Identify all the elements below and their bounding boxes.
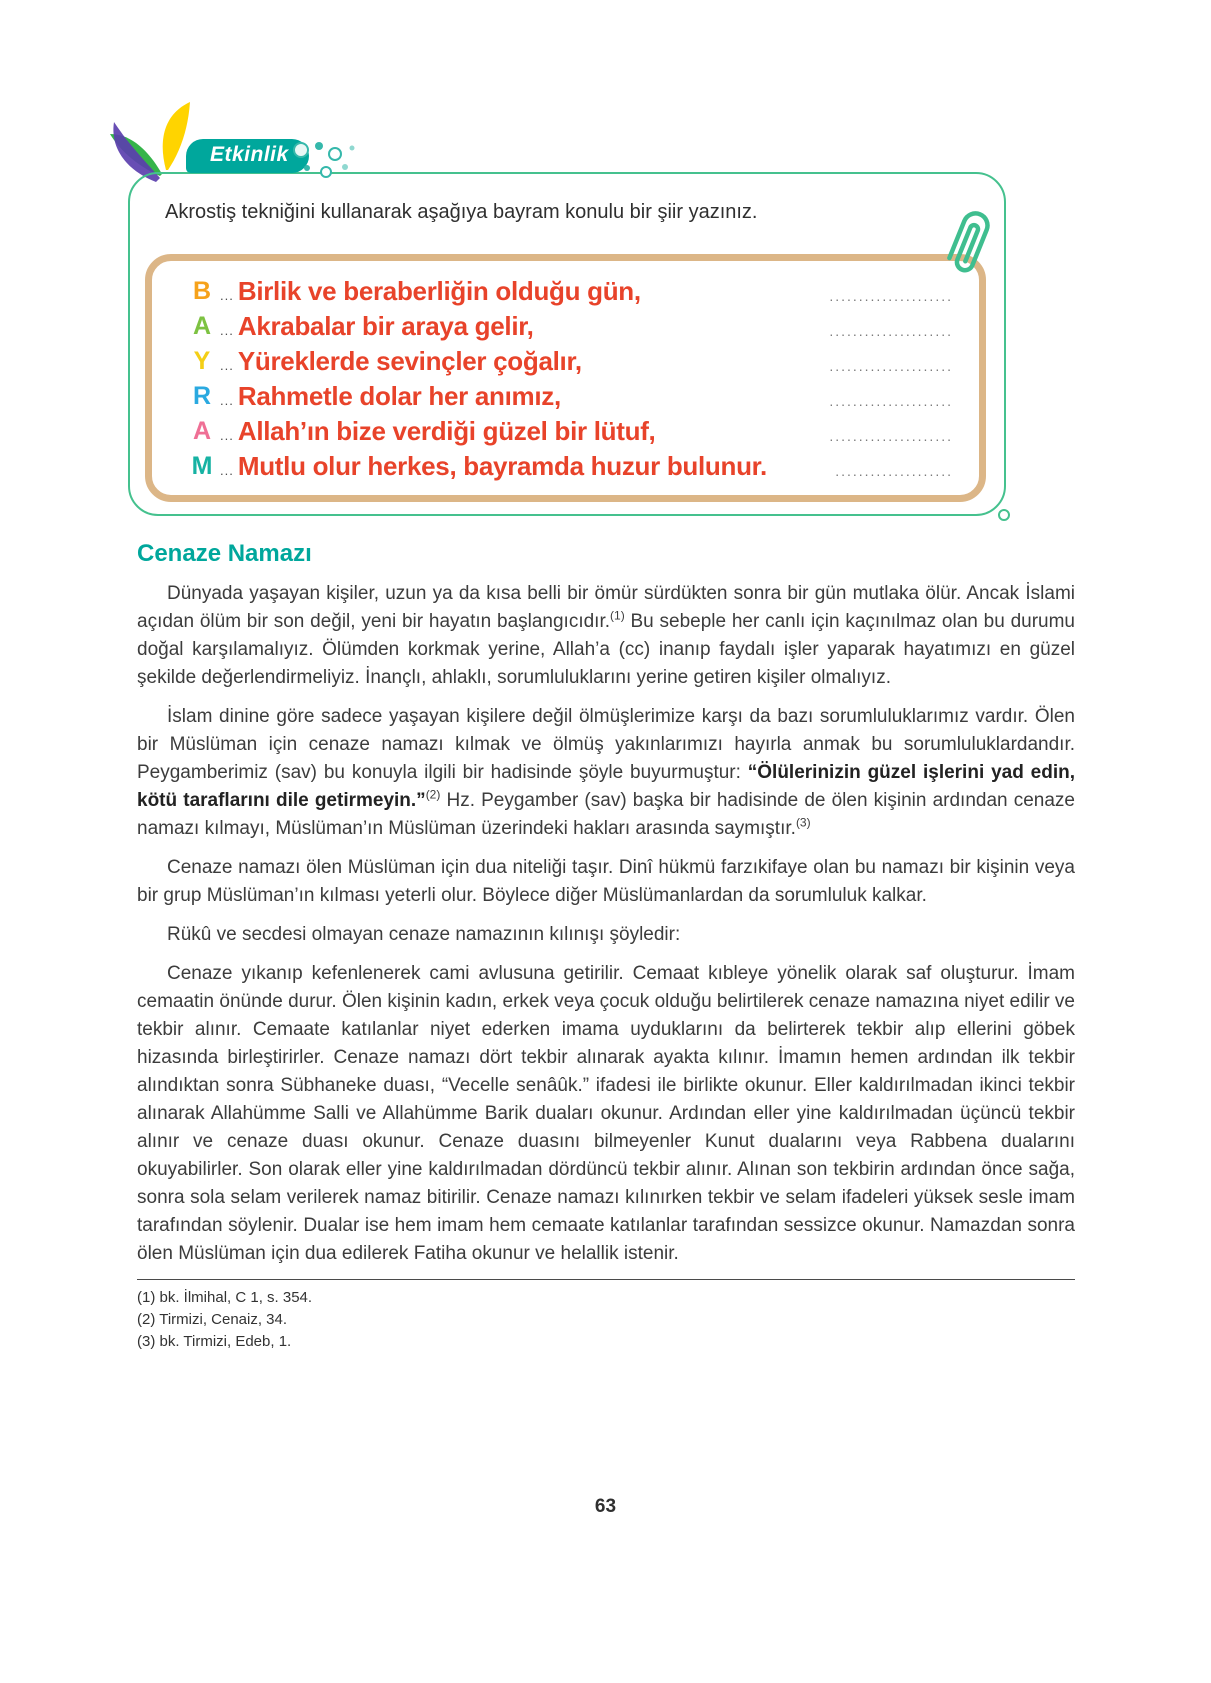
poem-lead-dots: ... bbox=[220, 288, 234, 303]
footnote: (3) bk. Tirmizi, Edeb, 1. bbox=[137, 1333, 292, 1350]
body-paragraphs bbox=[137, 580, 1075, 1268]
poem-lead-dots: ... bbox=[220, 463, 234, 478]
body-paragraph: Cenaze namazı ölen Müslüman için dua niteliği taşır. Dinî hükmü farzıkifaye olan bu namazı bir kişinin veya bir grup Müslüman’ın kılması yeterli olur. Böylece diğer Müslümanlardan da sorumluluk kalkar. bbox=[137, 857, 1075, 906]
poem-initial-letter: R bbox=[192, 382, 212, 410]
activity-instruction: Akrostiş tekniğini kullanarak aşağıya bayram konulu bir şiir yazınız. bbox=[165, 201, 758, 223]
poem-line bbox=[186, 344, 953, 379]
dot-cluster-icon bbox=[290, 136, 362, 194]
poem-initial-letter: A bbox=[192, 417, 212, 445]
poem-line-text: Yüreklerde sevinçler çoğalır, bbox=[237, 346, 582, 376]
poem-answer-dots: ..................... bbox=[829, 392, 953, 409]
poem-line-text: Akrabalar bir araya gelir, bbox=[237, 311, 534, 341]
activity-badge-label: Etkinlik bbox=[210, 143, 289, 166]
poem-initial-letter: M bbox=[191, 452, 213, 480]
poem-line bbox=[186, 274, 953, 309]
poem-line-text: Allah’ın bize verdiği güzel bir lütuf, bbox=[237, 416, 656, 446]
page-number: 63 bbox=[594, 1496, 617, 1517]
poem-box bbox=[145, 254, 986, 502]
footnote: (1) bk. İlmihal, C 1, s. 354. bbox=[137, 1289, 313, 1306]
frame-end-dot bbox=[998, 509, 1010, 521]
footnote-list bbox=[137, 1287, 1075, 1353]
poem-line bbox=[186, 309, 953, 344]
poem-answer-dots: ..................... bbox=[829, 322, 953, 339]
section-heading: Cenaze Namazı bbox=[137, 540, 312, 567]
footnote: (2) Tirmizi, Cenaiz, 34. bbox=[137, 1311, 288, 1328]
body-paragraph: Rükû ve secdesi olmayan cenaze namazının kılınışı şöyledir: bbox=[167, 924, 681, 945]
main-content bbox=[137, 540, 1075, 1353]
poem-lead-dots: ... bbox=[220, 323, 234, 338]
body-paragraph: Cenaze yıkanıp kefenlenerek cami avlusuna getirilir. Cemaat kıbleye yönelik olarak saf oluşturur. İmam cemaatin önünde durur. Ölen kişinin kadın, erkek veya çocuk olduğu belirtilerek cenaze namazına niyet edilir ve tekbir alınır. Cemaate katılanlar niyet ederken imama uyduklarını da belirterek tekbir alıp ellerini göbek hizasında birleştirirler. Cenaze namazı dört tekbir alınarak ayakta kılınır. İmamın hemen ardından ilk tekbir alındıktan sonra Sübhaneke duası, “Vecelle senâûk.” ifadesi ile birlikte okunur. Eller kaldırılmadan ikinci tekbir alınarak Allahümme Salli ve Allahümme Barik duaları okunur. Ardından eller yine kaldırılmadan üçüncü tekbir alınır ve cenaze duası okunur. Cenaze duasını bilmeyenler Kunut dualarını veya Rabbena dualarını okuyabilirler. Son olarak eller yine kaldırılmadan dördüncü tekbir alınır. Alınan son tekbirin ardından önce sağa, sonra sola selam verilerek namaz bitirilir. Cenaze namazı kılınırken tekbir ve selam ifadeleri yüksek sesle imam tarafından söylenir. Dualar ise hem imam hem cemaate katılanlar tarafından sessizce okunur. Namazdan sonra ölen Müslüman için dua edilerek Fatiha okunur ve helallik istenir. bbox=[137, 963, 1075, 1264]
footnotes bbox=[137, 1279, 1075, 1353]
poem-lead-dots: ... bbox=[220, 428, 234, 443]
poem-answer-dots: .................... bbox=[835, 462, 953, 479]
poem-answer-dots: ..................... bbox=[829, 287, 953, 304]
poem-lead-dots: ... bbox=[220, 358, 234, 373]
poem-line bbox=[186, 414, 953, 449]
poem-initial-letter: B bbox=[192, 277, 212, 305]
body-paragraph: İslam dinine göre sadece yaşayan kişilere değil ölmüşlerimize karşı da bazı sorumluluklarımız vardır. Ölen bir Müslüman için cenaze namazı kılmak ve ölmüş yakınlarımızı hayırla anmak bu sorumluluklardandır. Peygamberimiz (sav) bu konuyla ilgili bir hadisinde şöyle buyurmuştur: “Ölülerinizin güzel işlerini yad edin, kötü taraflarını dile getirmeyin.”$^{(2)}$ Hz. Peygamber (sav) başka bir hadisinde de ölen kişinin ardından cenaze namazı kılmayı, Müslüman’ın Müslüman üzerindeki hakları arasında saymıştır.$^{(3)}$ bbox=[137, 706, 1075, 839]
poem-initial-letter: Y bbox=[193, 347, 211, 375]
poem-line bbox=[186, 379, 953, 414]
poem-line-text: Birlik ve beraberliğin olduğu gün, bbox=[237, 276, 641, 306]
poem-lines bbox=[186, 274, 953, 484]
poem-line bbox=[186, 449, 953, 484]
poem-answer-dots: ..................... bbox=[829, 427, 953, 444]
body-paragraph: Dünyada yaşayan kişiler, uzun ya da kısa belli bir ömür sürdükten sonra bir gün mutlaka ölür. Ancak İslami açıdan ölüm bir son değil, yeni bir hayatın başlangıcıdır.$^{(1)}$ Bu sebeple her canlı için kaçınılmaz olan bu durumu doğal karşılamalıyız. Ölümden korkmak yerine, Allah’a (cc) inanıp faydalı işler yaparak hayatımızı en güzel şekilde değerlendirmeliyiz. İnançlı, ahlaklı, sorumluluklarını yerine getiren kişiler olmalıyız. bbox=[137, 583, 1075, 688]
poem-line-text: Mutlu olur herkes, bayramda huzur bulunur. bbox=[237, 451, 767, 481]
poem-initial-letter: A bbox=[192, 312, 212, 340]
poem-lead-dots: ... bbox=[220, 393, 234, 408]
poem-answer-dots: ..................... bbox=[829, 357, 953, 374]
poem-line-text: Rahmetle dolar her anımız, bbox=[237, 381, 561, 411]
